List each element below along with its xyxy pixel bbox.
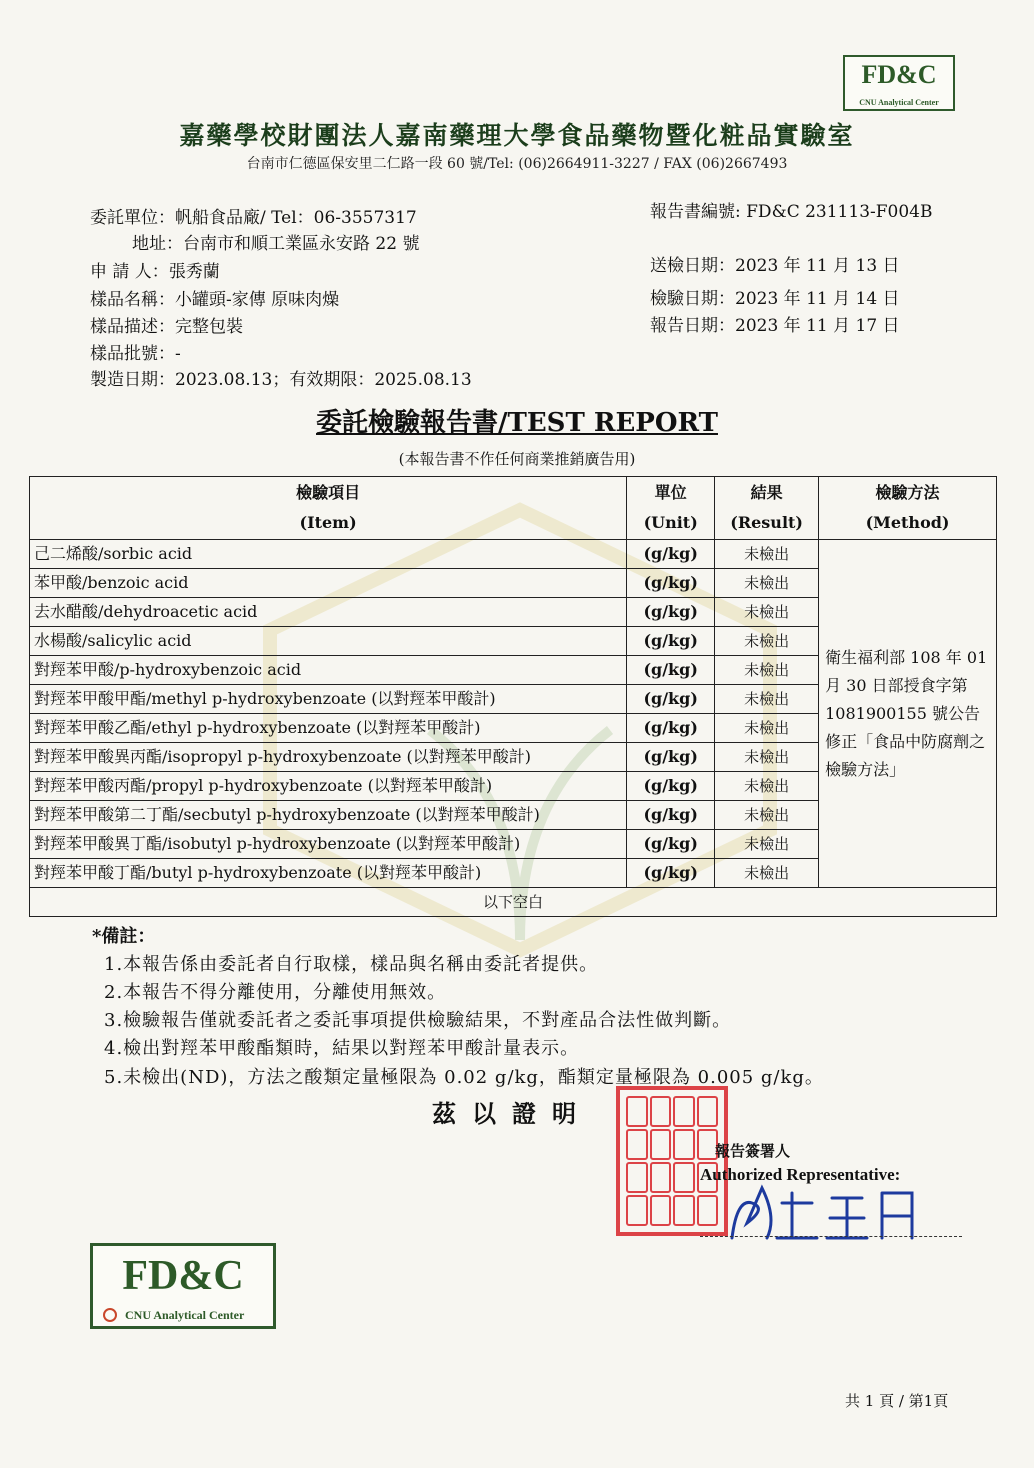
header-method-cn: 檢驗方法 [875,483,940,502]
table-blank-row [30,888,997,917]
notes-heading: *備註： [92,926,156,947]
unit-cell: (g/kg) [627,685,715,714]
item-cell: 對羥苯甲酸丁酯/butyl p-hydroxybenzoate (以對羥苯甲酸計) [30,859,627,888]
submit-date-line [650,251,900,276]
sample-name-line [90,285,339,310]
sample-desc-value: 完整包裝 [175,317,243,337]
signature-line [700,1236,962,1237]
test-results-table [29,476,997,917]
unit-cell: (g/kg) [627,859,715,888]
header-result-cn: 結果 [750,483,783,502]
mfg-line [90,365,472,390]
report-date-label: 報告日期： [650,316,735,336]
report-number-line [650,197,933,222]
batch-line [90,339,181,364]
client-address-line [132,229,419,254]
logo-bottom-subtext: CNU Analytical Center [125,1308,245,1322]
note-item: 5.未檢出(ND)，方法之酸類定量極限為 0.02 g/kg，酯類定量極限為 0.005 g/kg。 [104,1067,824,1088]
official-seal-stamp [616,1086,728,1236]
mfg-value: 2023.08.13；有效期限：2025.08.13 [175,370,472,390]
header-unit-cn: 單位 [654,483,687,502]
sample-name-label: 樣品名稱： [90,290,175,310]
client-unit-value: 帆船食品廠/ Tel：06-3557317 [175,208,417,228]
submit-date-label: 送檢日期： [650,256,735,276]
header-unit [627,477,715,540]
result-cell: 未檢出 [715,801,819,830]
result-cell: 未檢出 [715,656,819,685]
logo-top-text: FD&C [861,60,937,89]
item-cell: 對羥苯甲酸異丁酯/isobutyl p-hydroxybenzoate (以對羥苯甲酸計) [30,830,627,859]
unit-cell: (g/kg) [627,772,715,801]
unit-cell: (g/kg) [627,598,715,627]
table-row [30,540,997,569]
lab-name: 嘉藥學校財團法人嘉南藥理大學食品藥物暨化粧品實驗室 [179,121,855,150]
report-number-label: 報告書編號: [650,202,741,222]
report-subtitle: (本報告書不作任何商業推銷廣告用) [398,450,636,468]
note-item: 4.檢出對羥苯甲酸酯類時，結果以對羥苯甲酸計量表示。 [104,1038,580,1059]
item-cell: 苯甲酸/benzoic acid [30,569,627,598]
item-cell: 水楊酸/salicylic acid [30,627,627,656]
client-unit-line [90,203,417,228]
unit-cell: (g/kg) [627,569,715,598]
method-cell: 衛生福利部 108 年 01 月 30 日部授食字第 1081900155 號公告修正「食品中防腐劑之檢驗方法」 [819,540,997,888]
note-item: 2.本報告不得分離使用，分離使用無效。 [104,982,447,1003]
result-cell: 未檢出 [715,714,819,743]
result-cell: 未檢出 [715,540,819,569]
unit-cell: (g/kg) [627,627,715,656]
item-cell: 對羥苯甲酸甲酯/methyl p-hydroxybenzoate (以對羥苯甲酸計) [30,685,627,714]
batch-value: - [175,344,181,364]
header-item [30,477,627,540]
report-date-line [650,311,900,336]
applicant-value: 張秀蘭 [168,262,220,282]
header-result [715,477,819,540]
signer-label-en: Authorized Representative: [700,1165,901,1184]
item-cell: 對羥苯甲酸/p-hydroxybenzoic acid [30,656,627,685]
result-cell: 未檢出 [715,743,819,772]
note-item: 3.檢驗報告僅就委託者之委託事項提供檢驗結果，不對產品合法性做判斷。 [104,1010,732,1031]
header-item-cn: 檢驗項目 [296,483,361,502]
lab-address: 台南市仁德區保安里二仁路一段 60 號/Tel: (06)2664911-3227 / FAX (06)2667493 [246,156,788,172]
logo-top-subtext: CNU Analytical Center [859,98,939,107]
item-cell: 對羥苯甲酸丙酯/propyl p-hydroxybenzoate (以對羥苯甲酸計) [30,772,627,801]
report-number-value: FD&C 231113-F004B [746,202,933,222]
client-address-value: 台南市和順工業區永安路 22 號 [183,234,420,254]
table-header-row [30,477,997,540]
header-method-en: (Method) [865,513,950,532]
result-cell: 未檢出 [715,859,819,888]
signer-label-cn: 報告簽署人 [715,1142,791,1160]
blank-row-text: 以下空白 [30,888,997,917]
item-cell: 對羥苯甲酸異丙酯/isopropyl p-hydroxybenzoate (以對羥苯甲酸計) [30,743,627,772]
logo-bottom-text: FD&C [122,1253,244,1299]
item-cell: 對羥苯甲酸第二丁酯/secbutyl p-hydroxybenzoate (以對羥苯甲酸計) [30,801,627,830]
header-result-en: (Result) [730,513,803,532]
unit-cell: (g/kg) [627,830,715,859]
header-unit-en: (Unit) [643,513,698,532]
item-cell: 己二烯酸/sorbic acid [30,540,627,569]
report-date-value: 2023 年 11 月 17 日 [735,316,900,336]
item-cell: 對羥苯甲酸乙酯/ethyl p-hydroxybenzoate (以對羥苯甲酸計) [30,714,627,743]
sample-name-value: 小罐頭-家傳 原味肉燥 [175,290,340,310]
test-date-line [650,284,900,309]
unit-cell: (g/kg) [627,743,715,772]
applicant-label: 申 請 人： [90,262,169,282]
lab-logo-bottom [90,1243,276,1329]
client-unit-label: 委託單位： [90,208,175,228]
result-cell: 未檢出 [715,772,819,801]
result-cell: 未檢出 [715,598,819,627]
test-date-value: 2023 年 11 月 14 日 [735,289,900,309]
unit-cell: (g/kg) [627,714,715,743]
report-title: 委託檢驗報告書/TEST REPORT [316,408,718,438]
submit-date-value: 2023 年 11 月 13 日 [735,256,900,276]
sample-desc-label: 樣品描述： [90,317,175,337]
unit-cell: (g/kg) [627,540,715,569]
result-cell: 未檢出 [715,569,819,598]
header-item-en: (Item) [299,513,357,532]
client-address-label: 地址： [132,234,183,254]
applicant-line [90,257,220,282]
page-number: 共 1 頁 / 第1頁 [845,1392,949,1410]
result-cell: 未檢出 [715,685,819,714]
batch-label: 樣品批號： [90,344,175,364]
handwritten-signature [722,1178,922,1248]
logo-emblem-icon [103,1308,117,1322]
result-cell: 未檢出 [715,627,819,656]
unit-cell: (g/kg) [627,801,715,830]
test-date-label: 檢驗日期： [650,289,735,309]
item-cell: 去水醋酸/dehydroacetic acid [30,598,627,627]
certification-text: 茲以證明 [432,1099,592,1128]
header-method [819,477,997,540]
sample-desc-line [90,312,243,337]
result-cell: 未檢出 [715,830,819,859]
lab-logo-top [843,55,955,111]
unit-cell: (g/kg) [627,656,715,685]
mfg-label: 製造日期： [90,370,175,390]
note-item: 1.本報告係由委託者自行取樣，樣品與名稱由委託者提供。 [104,954,599,975]
